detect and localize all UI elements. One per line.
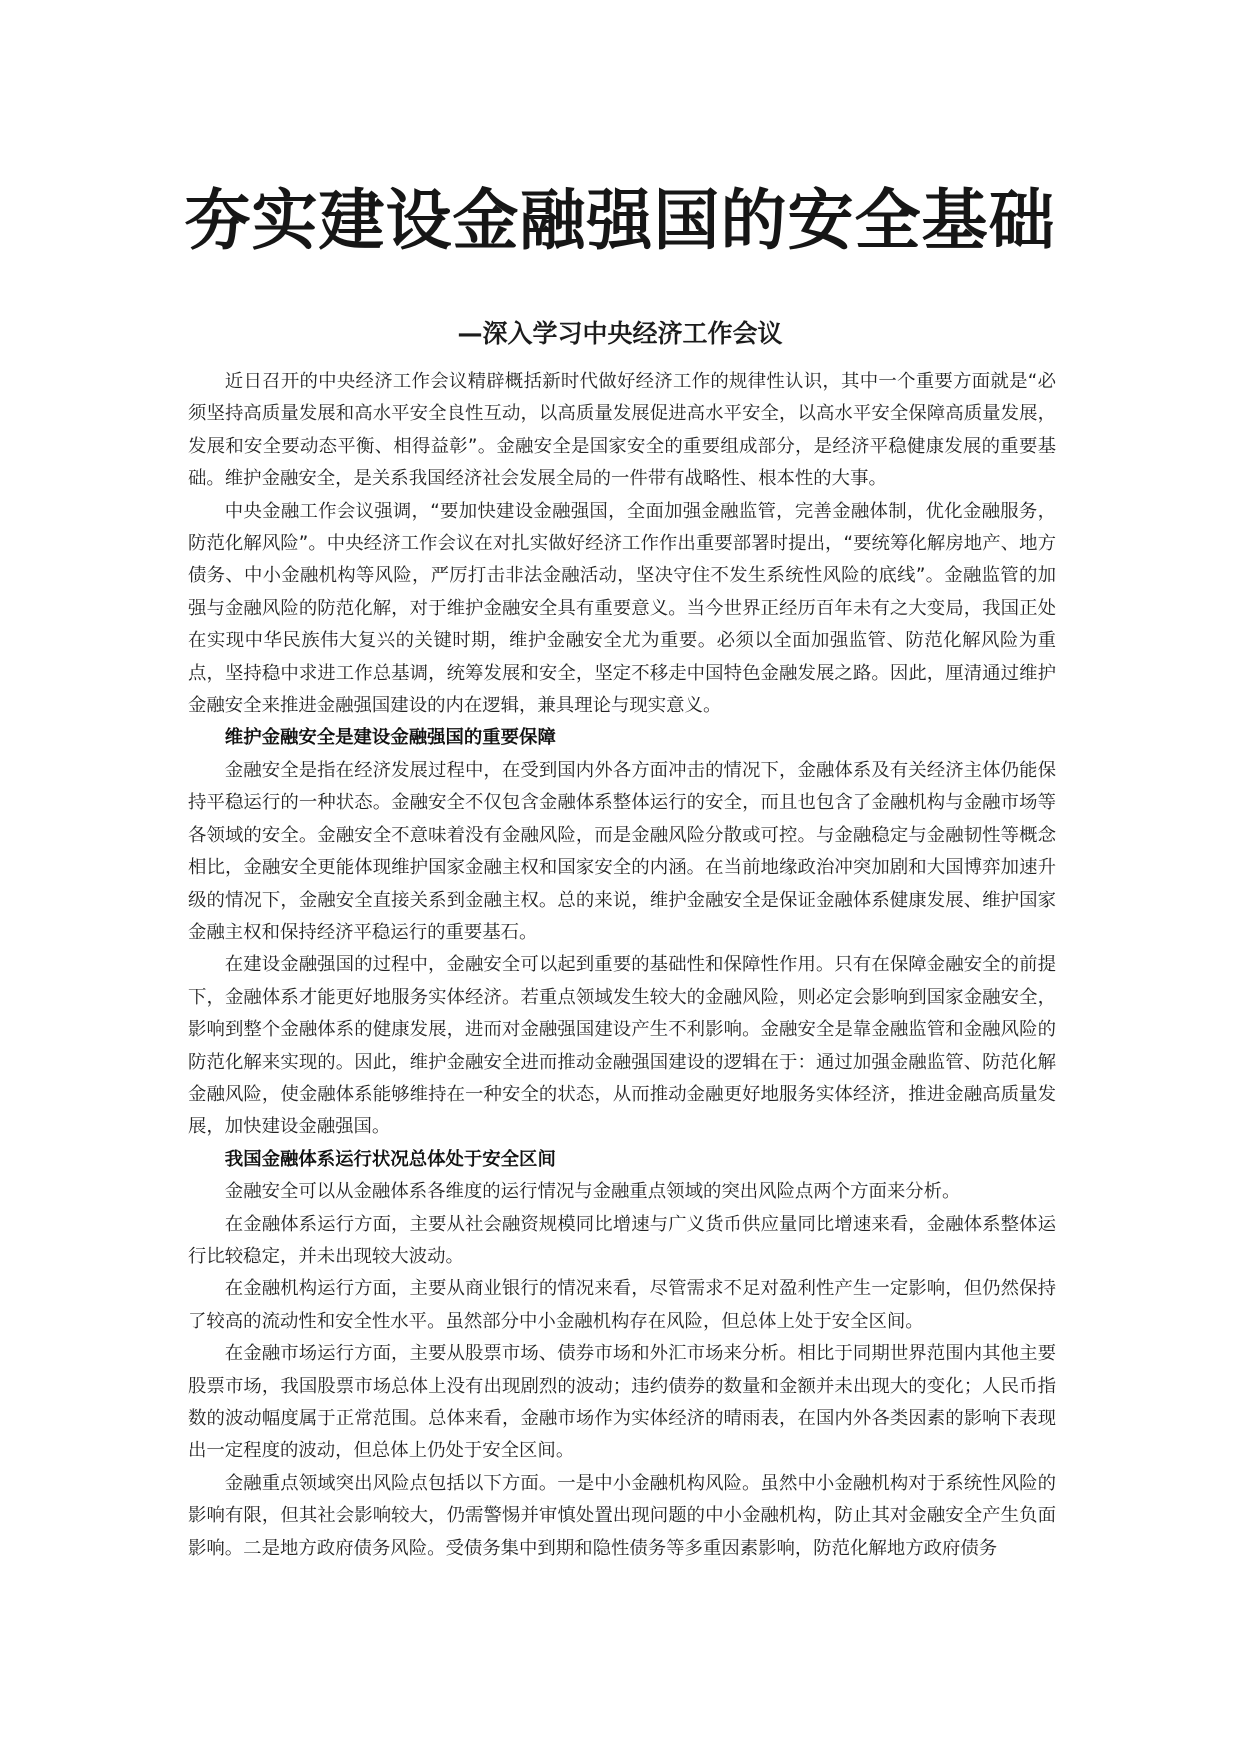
article-subtitle: —深入学习中央经济工作会议	[457, 319, 783, 348]
section-heading-1: 维护金融安全是建设金融强国的重要保障	[224, 727, 556, 749]
paragraph-6: 在金融体系运行方面，主要从社会融资规模同比增速与广义货币供应量同比增速来看，金融体系整体运行比较稳定，并未出现较大波动。	[188, 1213, 1056, 1267]
paragraph-5: 金融安全可以从金融体系各维度的运行情况与金融重点领域的突出风险点两个方面来分析。	[224, 1181, 961, 1203]
article-title: 夯实建设金融强国的安全基础	[184, 182, 1056, 259]
paragraph-4: 在建设金融强国的过程中，金融安全可以起到重要的基础性和保障性作用。只有在保障金融安全的前提下，金融体系才能更好地服务实体经济。若重点领域发生较大的金融风险，则必定会影响到国家金融安全，影响到整个金融体系的健康发展，进而对金融强国建设产生不利影响。金融安全是靠金融监管和金融风险的防范化解来实现的。因此，维护金融安全进而推动金融强国建设的逻辑在于：通过加强金融监管、防范化解金融风险，使金融体系能够维持在一种安全的状态，从而推动金融更好地服务实体经济，推进金融高质量发展，加快建设金融强国。	[188, 954, 1056, 1138]
paragraph-1: 近日召开的中央经济工作会议精辟概括新时代做好经济工作的规律性认识，其中一个重要方面就是“必须坚持高质量发展和高水平安全良性互动，以高质量发展促进高水平安全，以高水平安全保障高质量发展，发展和安全要动态平衡、相得益彰”。金融安全是国家安全的重要组成部分，是经济平稳健康发展的重要基础。维护金融安全，是关系我国经济社会发展全局的一件带有战略性、根本性的大事。	[188, 371, 1056, 490]
paragraph-3: 金融安全是指在经济发展过程中，在受到国内外各方面冲击的情况下，金融体系及有关经济主体仍能保持平稳运行的一种状态。金融安全不仅包含金融体系整体运行的安全，而且也包含了金融机构与金融市场等各领域的安全。金融安全不意味着没有金融风险，而是金融风险分散或可控。与金融稳定与金融韧性等概念相比，金融安全更能体现维护国家金融主权和国家安全的内涵。在当前地缘政治冲突加剧和大国博弈加速升级的情况下，金融安全直接关系到金融主权。总的来说，维护金融安全是保证金融体系健康发展、维护国家金融主权和保持经济平稳运行的重要基石。	[188, 759, 1056, 943]
article-body	[188, 366, 1056, 1565]
paragraph-8: 在金融市场运行方面，主要从股票市场、债券市场和外汇市场来分析。相比于同期世界范围内其他主要股票市场，我国股票市场总体上没有出现剧烈的波动；违约债券的数量和金额并未出现大的变化；人民币指数的波动幅度属于正常范围。总体来看，金融市场作为实体经济的晴雨表，在国内外各类因素的影响下表现出一定程度的波动，但总体上仍处于安全区间。	[188, 1343, 1056, 1462]
paragraph-2: 中央金融工作会议强调，“要加快建设金融强国，全面加强金融监管，完善金融体制，优化金融服务，防范化解风险”。中央经济工作会议在对扎实做好经济工作作出重要部署时提出，“要统筹化解房地产、地方债务、中小金融机构等风险，严厉打击非法金融活动，坚决守住不发生系统性风险的底线”。金融监管的加强与金融风险的防范化解，对于维护金融安全具有重要意义。当今世界正经历百年未有之大变局，我国正处在实现中华民族伟大复兴的关键时期，维护金融安全尤为重要。必须以全面加强监管、防范化解风险为重点，坚持稳中求进工作总基调，统筹发展和安全，坚定不移走中国特色金融发展之路。因此，厘清通过维护金融安全来推进金融强国建设的内在逻辑，兼具理论与现实意义。	[188, 500, 1056, 717]
paragraph-9: 金融重点领域突出风险点包括以下方面。一是中小金融机构风险。虽然中小金融机构对于系统性风险的影响有限，但其社会影响较大，仍需警惕并审慎处置出现问题的中小金融机构，防止其对金融安全产生负面影响。二是地方政府债务风险。受债务集中到期和隐性债务等多重因素影响，防范化解地方政府债务	[188, 1472, 1056, 1559]
section-heading-2: 我国金融体系运行状况总体处于安全区间	[224, 1148, 556, 1170]
paragraph-7: 在金融机构运行方面，主要从商业银行的情况来看，尽管需求不足对盈利性产生一定影响，但仍然保持了较高的流动性和安全性水平。虽然部分中小金融机构存在风险，但总体上处于安全区间。	[188, 1278, 1056, 1332]
